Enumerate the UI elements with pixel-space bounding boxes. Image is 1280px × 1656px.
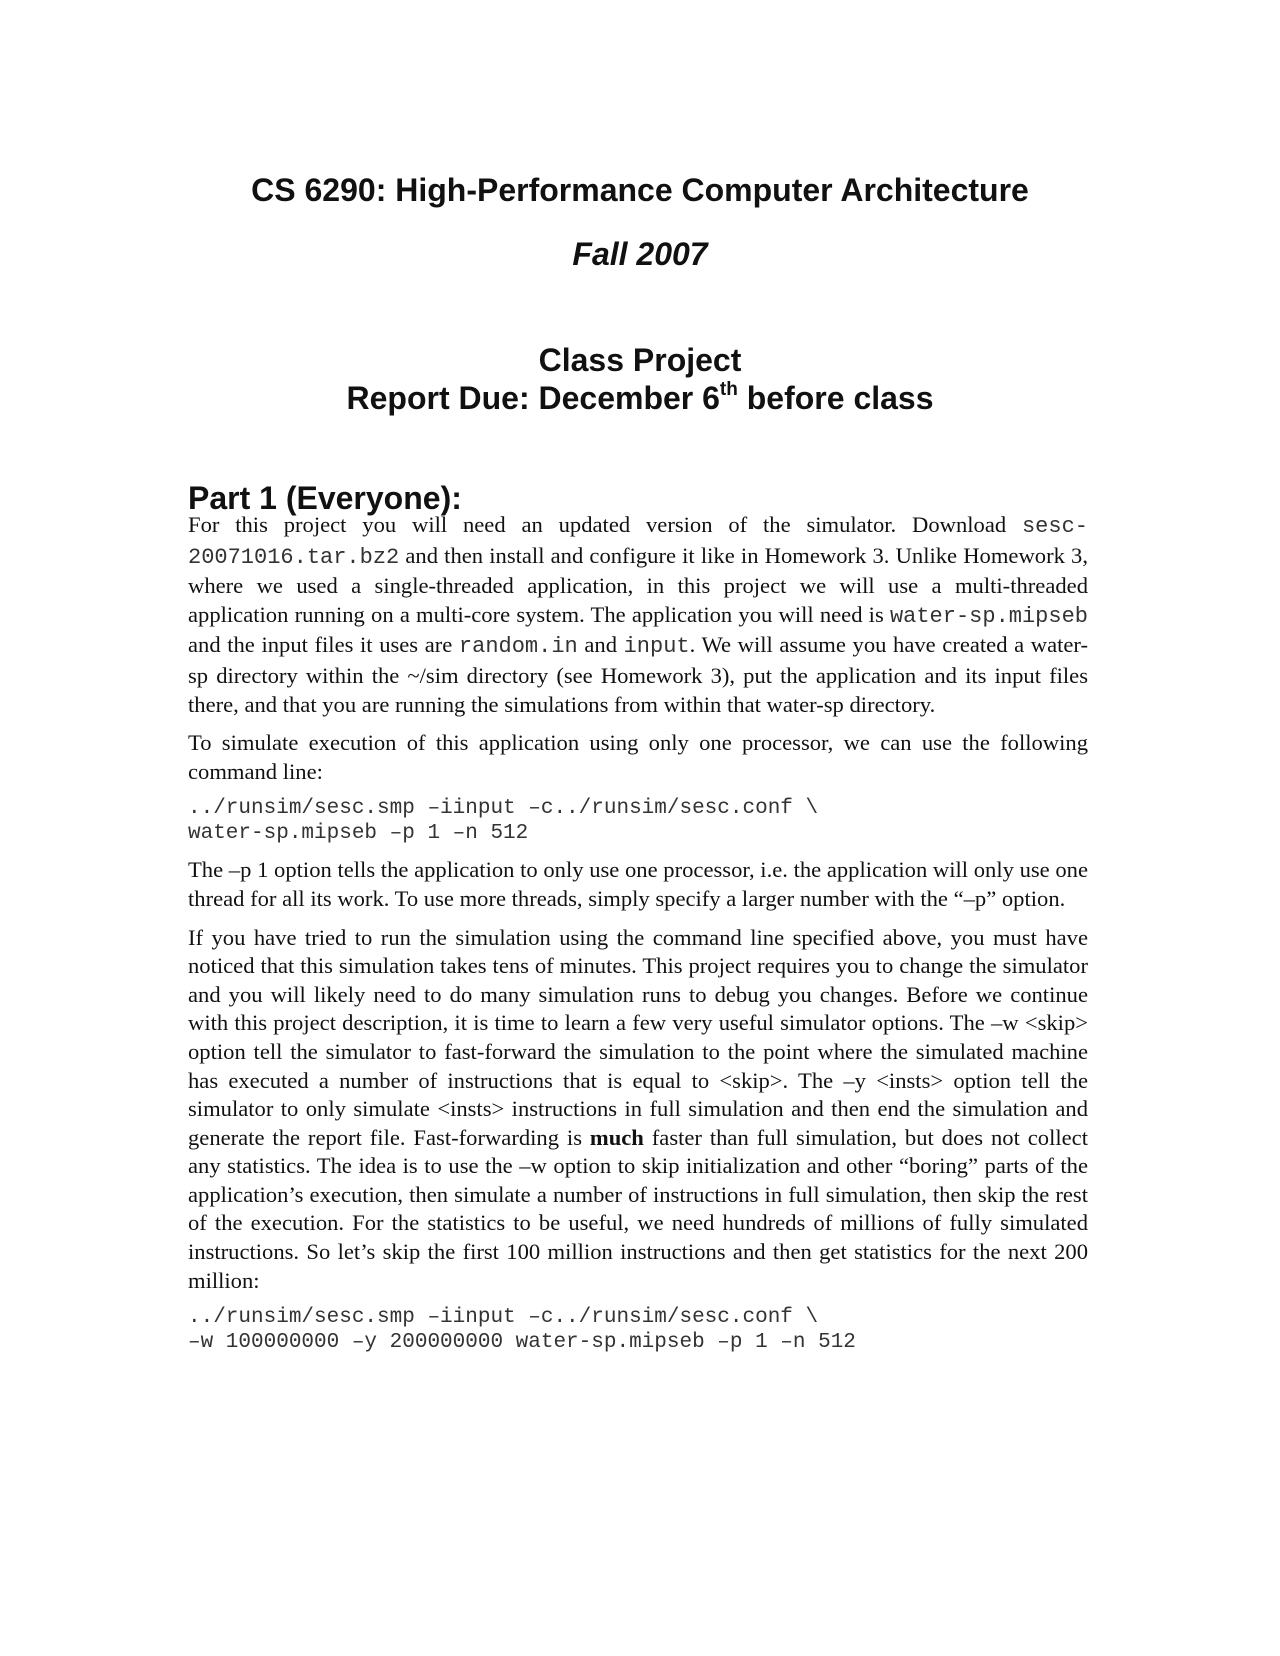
code-block-1 [188,796,1088,846]
p1-filename: sesc-20071016.tar.bz2 [188,514,1088,570]
paragraph-download [188,511,1088,719]
term: Fall 2007 [572,236,708,272]
p4-text-a: If you have tried to run the simulation using the command line specified above, you must have noticed that this simulation takes tens of minutes. This project requires you to change the simulator and you will likely need to do many simulation runs to debug you changes. Before we continue with this project description, it is time to learn a few very useful simulator options. The –w <skip> option tell the simulator to fast-forward the simulation to the point where the simulated machine has executed a number of instructions that is equal to <skip>. The –y <insts> option tell the simulator to only simulate <insts> instructions in full simulation and then end the simulation and generate the report file. Fast-forwarding is [188,924,1088,1150]
code-line: ../runsim/sesc.smp –iinput –c../runsim/sesc.conf \ [188,797,819,821]
code-block-2 [188,1305,1088,1355]
p1-app-name: water-sp.mipseb [889,603,1088,629]
p4-emphasis: much [589,1124,644,1150]
code-line: ../runsim/sesc.smp –iinput –c../runsim/sesc.conf \ [188,1306,819,1330]
paragraph-simulator-options [188,924,1088,1296]
due-date [0,380,1280,417]
due-prefix: Report Due: December 6 [346,380,720,416]
p1-text-c: and the input files it uses are [188,632,459,658]
course-title: CS 6290: High-Performance Computer Architecture [251,172,1029,208]
paragraph-one-processor: To simulate execution of this application using only one processor, we can use the following command line: [188,730,1088,784]
p1-text-b: and then install and configure it like in Homework 3. Unlike Homework 3, where we used a single-threaded application, in this project we will use a multi-threaded application running on a multi-core system. The application you will need is [188,542,1088,627]
p4-text-b: faster than full simulation, but does not collect any statistics. The idea is to use the –w option to skip initialization and other “boring” parts of the application’s execution, then simulate a number of instructions in full simulation, then skip the rest of the execution. For the statistics to be useful, we need hundreds of millions of fully simulated instructions. So let’s skip the first 100 million instructions and then get statistics for the next 200 million: [188,1124,1088,1293]
code-line: –w 100000000 –y 200000000 water-sp.mipseb –p 1 –n 512 [188,1331,856,1355]
p1-input-file-1: random.in [458,634,578,660]
p1-input-file-2: input [623,634,690,660]
part1-body [188,511,1088,1365]
due-suffix: before class [737,380,934,416]
part1-heading: Part 1 (Everyone): [188,480,462,516]
code-line: water-sp.mipseb –p 1 –n 512 [188,822,529,846]
p1-text-a: For this project you will need an updated version of the simulator. Download [188,512,1022,537]
p1-text-e: . We will assume you have created a water-sp directory within the ~/sim directory (see Homework 3), put the application and its input files there, and that you are running the simulations from within that water-sp directory. [188,632,1089,717]
due-superscript: th [719,379,738,401]
project-title: Class Project [538,342,742,378]
p1-text-d: and [577,632,624,658]
paragraph-p-option: The –p 1 option tells the application to only use one processor, i.e. the application will only use one thread for all its work. To use more threads, simply specify a larger number with the “–p” option. [188,857,1088,911]
